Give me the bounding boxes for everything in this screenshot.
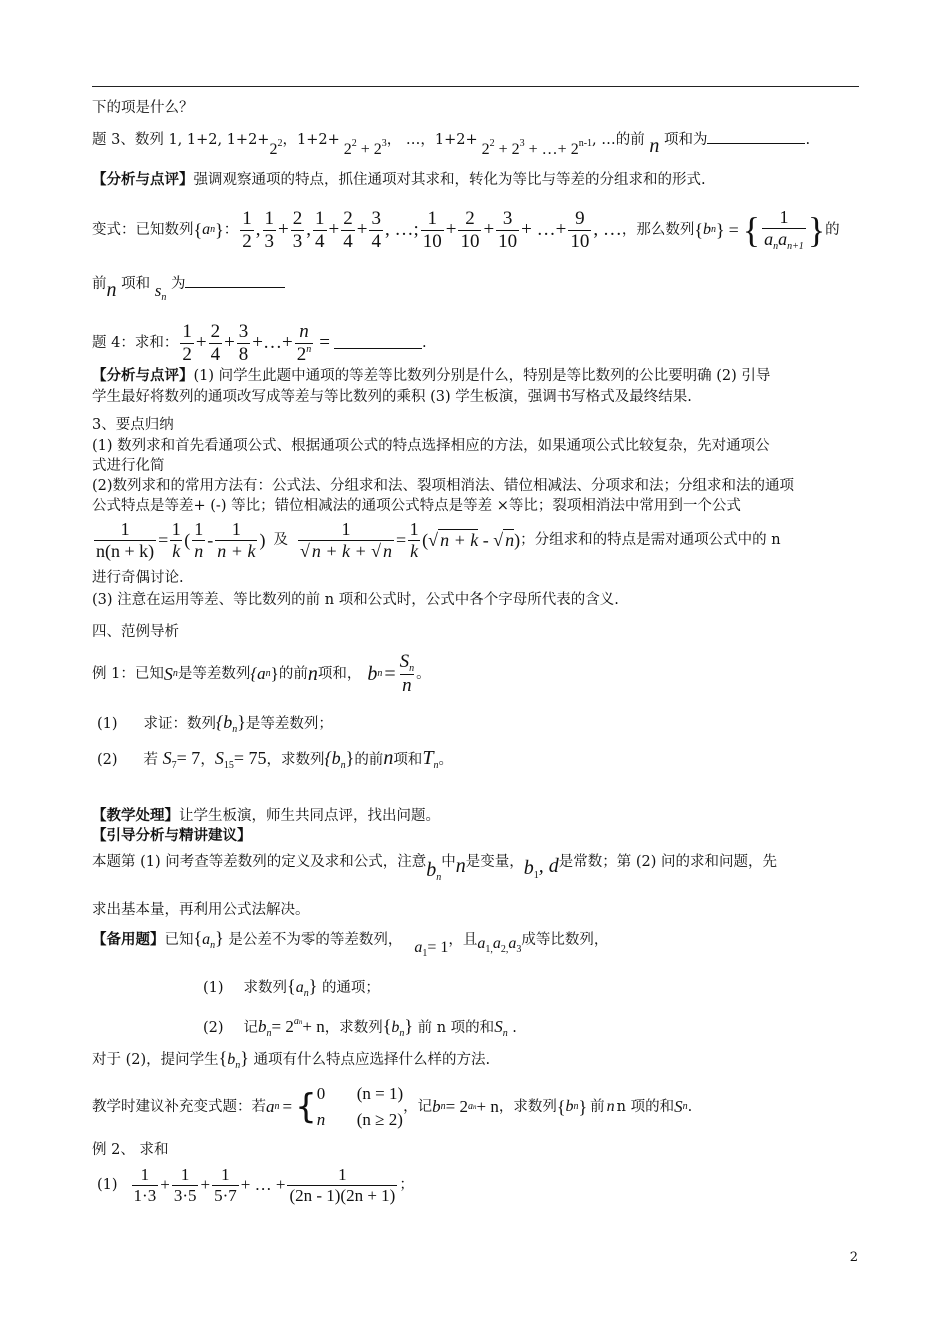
suggested-variant: 教学时建议补充变式题：若 a n = { 0 (n = 1) n (n ≥ 2) ，记 b n = 2 an + n ，求数列 { b n } 前 n n 项的和 S n . xyxy=(92,1084,693,1129)
answer-blank xyxy=(707,129,805,144)
backup-q1: (1) 求数列$\{a_n\}$ 的通项； xyxy=(203,976,380,999)
header-rule xyxy=(92,86,859,87)
analysis-2-line1: 【分析与点评】(1) 问学生此题中通项的等差等比数列分别是什么，特别是等比数列的公比要明确 (2) 引导 xyxy=(92,367,771,384)
variant-line2: 前n 项和 $s_n$ 为 xyxy=(92,272,285,300)
section-4-title: 四、范例导析 xyxy=(92,624,179,640)
analysis-2-line2: 学生最好将数列的通项改写成等差与等比数列的乘积 (3) 学生板演，强调书写格式及最终结果. xyxy=(92,389,692,405)
summary-p2c: 进行奇偶讨论. xyxy=(92,570,184,586)
variant-question: 变式：已知数列 { a n } ： $\frac{1}{2}$ , $\frac{1}{3}$ + $\frac{2}{3}$ , $\frac{1}{4}$ + $\frac{2}{4}$ + $\frac{3}{4}$ , …; $\frac{1}{10}$ + $\frac{2}{10}$ + $\frac{3}{10}$ + …+ $\frac{9}{10}$ , … ，那么数列 { b n } = { $\frac{1}{a_na_{n+1}}$ } 的 xyxy=(92,207,840,253)
answer-blank xyxy=(334,338,422,349)
summary-p1b: 式进行化简 xyxy=(92,458,165,474)
backup-question: 【备用题】已知$\{a_n\}$ 是公差不为零的等差数列， $a_1= 1$，且$a_{1,}a_{2,}a_3$成等比数列， xyxy=(92,928,609,959)
guide-label: 【引导分析与精讲建议】 xyxy=(92,827,252,844)
summary-p2b: 公式特点是等差+ (-) 等比；错位相减法的通项公式特点是等差 ×等比；裂项相消法中常用到一个公式 xyxy=(92,498,741,514)
example-1-item1: (1) 求证：数列$\{b_n\}$是等差数列； xyxy=(97,712,333,735)
summary-title: 3、要点归纳 xyxy=(92,417,174,433)
summary-formulas: $\frac{1}{n(n + k)}$ = $\frac{1}{k}$ ( $\frac{1}{n}$ - $\frac{1}{n + k}$ ) 及 $\frac{1}{√ n + k + √ n}$ = $\frac{1}{k}$ ( √ n + k - √ n ) ；分组求和的特点是需对通项公式中的 n xyxy=(96,518,781,561)
analysis-1: 【分析与点评】强调观察通项的特点，抓住通项对其求和，转化为等比与等差的分组求和的形式. xyxy=(92,171,706,188)
left-brace: { xyxy=(295,1087,317,1127)
summary-p3: (3) 注意在运用等差、等比数列的前 n 项和公式时，公式中各个字母所代表的含义. xyxy=(92,592,619,608)
summary-p2a: (2)数列求和的常用方法有：公式法、分组求和法、裂项相消法、错位相减法、分项求和法；分组求和法的通项 xyxy=(92,478,795,494)
teaching-note: 【教学处理】让学生板演，师生共同点评，找出问题。 xyxy=(92,807,440,824)
example-2-item1: (1) $\frac{1}{1\cdot 3}$ + $\frac{1}{3\cdot 5}$ + $\frac{1}{5\cdot 7}$ + … + $\frac{1}{(2n - 1)(2n + 1)}$ ； xyxy=(97,1164,414,1205)
example-2-title: 例 2、 求和 xyxy=(92,1142,169,1158)
backup-followup: 对于 (2)，提问学生$\{b_n\}$ 通项有什么特点应选择什么样的方法. xyxy=(92,1048,491,1071)
summary-p1a: (1) 数列求和首先看通项公式、根据通项公式的特点选择相应的方法，如果通项公式比较复杂，先对通项公 xyxy=(92,438,770,454)
backup-q2: (2) 记$b_n= 2^{an}+ n$，求数列$\{b_n\}$ 前 n 项的和$S_n$ . xyxy=(203,1016,517,1039)
example-1: 例 1：已知 S n 是等差数列 {a n } 的前 n 项和， b n = $\frac{S_n}{n}$ 。 xyxy=(92,650,431,697)
guide-line2: 求出基本量，再利用公式法解决。 xyxy=(92,902,310,918)
answer-blank xyxy=(185,273,285,288)
question-3: 题 3、数列 1, 1+2, $1+2+2^2$，$1+2+ 2^2 + 2^3$， …，$1+2+ 2^2 + 2^3$ + …+ 2$^{n-1}$, …的前 n 项和为 . xyxy=(92,124,810,150)
guide-line1: 本题第 (1) 问考查等差数列的定义及求和公式，注意$b_n$中n是变量，$b_1$, d是常数；第 (2) 问的求和问题，先 xyxy=(92,854,778,883)
page-number: 2 xyxy=(849,1250,858,1265)
continued-line: 下的项是什么？ xyxy=(92,100,194,116)
question-4: 题 4：求和： $\frac{1}{2}$ + $\frac{2}{4}$ + $\frac{3}{8}$ +…+ $\frac{n}{2^n}$ = . xyxy=(92,320,427,365)
example-1-item2: (2) 若 $S_7= 7$，$S_{15}= 75$，求数列$\{b_n\}$的前n项和$T_n$。 xyxy=(97,747,453,771)
